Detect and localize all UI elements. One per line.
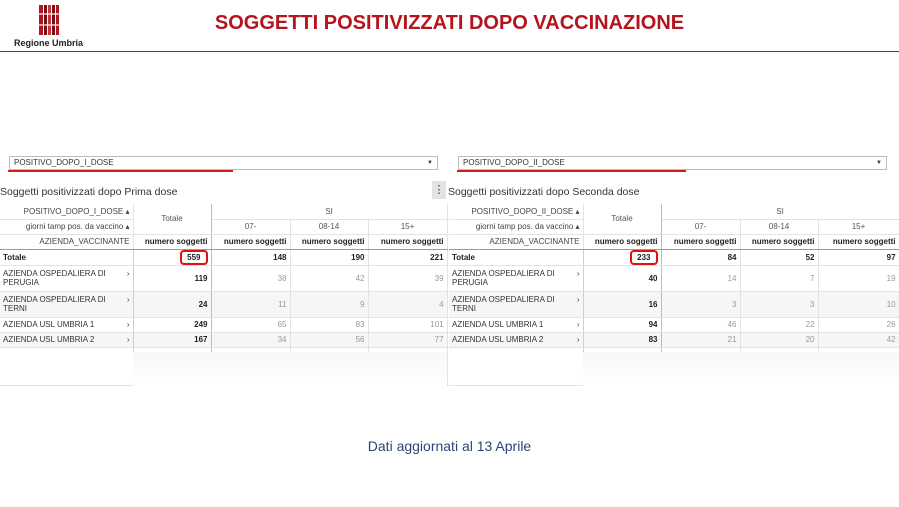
expand-chevron-icon[interactable]: › <box>126 335 130 344</box>
highlight-box: 233 <box>630 250 657 265</box>
value-cell: 9 <box>290 291 368 317</box>
bin-header: 15+ <box>818 219 899 234</box>
panel-title-second-dose: Soggetti positivizzati dopo Seconda dose <box>448 186 640 198</box>
bin-header: 07- <box>211 219 290 234</box>
value-cell: 221 <box>368 249 447 265</box>
row-label: AZIENDA OSPEDALIERA DI TERNI <box>3 295 106 313</box>
table-row[interactable] <box>449 265 899 291</box>
measure-header: numero soggetti <box>211 234 290 249</box>
filter-dropdown-value: POSITIVO_DOPO_II_DOSE <box>463 158 565 167</box>
measure-header: numero soggetti <box>818 234 899 249</box>
total-cell: 167 <box>133 332 211 347</box>
value-cell: 46 <box>661 317 740 332</box>
measure-header: numero soggetti <box>740 234 818 249</box>
total-cell: 249 <box>133 317 211 332</box>
total-cell: 24 <box>133 291 211 317</box>
value-cell: 83 <box>290 317 368 332</box>
column-field-header[interactable]: giorni tamp pos. da vaccino ▴ <box>0 219 133 234</box>
brand-name: Regione Umbria <box>14 38 84 48</box>
table-row[interactable] <box>0 332 447 347</box>
value-cell: 39 <box>368 265 447 291</box>
highlight-box: 559 <box>180 250 207 265</box>
row-label-cell[interactable] <box>0 265 133 291</box>
expand-chevron-icon[interactable]: › <box>126 269 130 278</box>
table-row[interactable] <box>449 291 899 317</box>
filter-dropdown-first-dose[interactable] <box>9 156 438 170</box>
value-cell: 148 <box>211 249 290 265</box>
totale-column-header: Totale <box>583 204 661 234</box>
value-cell: 11 <box>211 291 290 317</box>
value-cell: 7 <box>740 265 818 291</box>
row-label-cell[interactable] <box>449 332 583 347</box>
value-cell: 22 <box>740 317 818 332</box>
column-field-header[interactable]: POSITIVO_DOPO_II_DOSE ▴ <box>449 204 583 219</box>
row-label: Totale <box>0 249 133 265</box>
value-cell: 38 <box>211 265 290 291</box>
row-label: AZIENDA OSPEDALIERA DI PERUGIA <box>3 269 106 287</box>
value-cell: 4 <box>368 291 447 317</box>
totale-column-header: Totale <box>133 204 211 234</box>
total-cell-highlighted <box>583 249 661 265</box>
row-label-cell[interactable] <box>0 291 133 317</box>
dropdown-arrow-icon: ▼ <box>427 160 433 166</box>
value-cell: 65 <box>211 317 290 332</box>
row-label: AZIENDA OSPEDALIERA DI TERNI <box>452 295 555 313</box>
measure-header: numero soggetti <box>583 234 661 249</box>
measure-header: numero soggetti <box>661 234 740 249</box>
column-field-header[interactable]: POSITIVO_DOPO_I_DOSE ▴ <box>0 204 133 219</box>
update-note: Dati aggiornati al 13 Aprile <box>367 438 532 454</box>
red-underline-annotation <box>8 170 233 172</box>
value-cell: 101 <box>368 317 447 332</box>
dropdown-arrow-icon: ▼ <box>876 160 882 166</box>
table-row[interactable] <box>0 317 447 332</box>
value-cell: 34 <box>211 332 290 347</box>
panel-title-first-dose: Soggetti positivizzati dopo Prima dose <box>0 186 178 198</box>
value-cell: 3 <box>661 291 740 317</box>
scroll-fade <box>583 352 899 386</box>
value-cell: 42 <box>818 332 899 347</box>
value-cell: 20 <box>740 332 818 347</box>
empty-cell <box>0 347 133 385</box>
table-row-total <box>449 249 899 265</box>
total-cell-highlighted <box>133 249 211 265</box>
empty-cell <box>449 347 583 385</box>
value-cell: 52 <box>740 249 818 265</box>
filter-dropdown-value: POSITIVO_DOPO_I_DOSE <box>14 158 114 167</box>
row-label-cell[interactable] <box>449 291 583 317</box>
expand-chevron-icon[interactable]: › <box>576 295 580 304</box>
value-cell: 10 <box>818 291 899 317</box>
red-underline-annotation <box>457 170 686 172</box>
bin-header: 15+ <box>368 219 447 234</box>
total-cell: 83 <box>583 332 661 347</box>
total-cell: 16 <box>583 291 661 317</box>
row-label-cell[interactable] <box>449 265 583 291</box>
row-field-header[interactable]: AZIENDA_VACCINANTE <box>0 234 133 249</box>
total-cell: 94 <box>583 317 661 332</box>
value-cell: 14 <box>661 265 740 291</box>
si-column-header: SI <box>211 204 447 219</box>
row-label-cell[interactable] <box>449 317 583 332</box>
total-cell: 119 <box>133 265 211 291</box>
table-row[interactable] <box>0 291 447 317</box>
filter-dropdown-second-dose[interactable] <box>458 156 887 170</box>
expand-chevron-icon[interactable]: › <box>576 335 580 344</box>
expand-chevron-icon[interactable]: › <box>576 320 580 329</box>
table-row[interactable] <box>0 265 447 291</box>
value-cell: 77 <box>368 332 447 347</box>
value-cell: 190 <box>290 249 368 265</box>
table-row[interactable] <box>449 317 899 332</box>
table-row[interactable] <box>449 332 899 347</box>
measure-header: numero soggetti <box>368 234 447 249</box>
value-cell: 97 <box>818 249 899 265</box>
row-label: AZIENDA USL UMBRIA 2 <box>3 335 95 344</box>
total-cell: 40 <box>583 265 661 291</box>
table-row-total <box>0 249 447 265</box>
value-cell: 3 <box>740 291 818 317</box>
more-options-icon[interactable]: ⋮ <box>432 181 446 199</box>
value-cell: 21 <box>661 332 740 347</box>
row-label: Totale <box>449 249 583 265</box>
expand-chevron-icon[interactable]: › <box>576 269 580 278</box>
si-column-header: SI <box>661 204 899 219</box>
expand-chevron-icon[interactable]: › <box>126 295 130 304</box>
bin-header: 08-14 <box>290 219 368 234</box>
row-label: AZIENDA USL UMBRIA 1 <box>3 320 95 329</box>
measure-header: numero soggetti <box>133 234 211 249</box>
row-label: AZIENDA USL UMBRIA 2 <box>452 335 544 344</box>
page-title: SOGGETTI POSITIVIZZATI DOPO VACCINAZIONE <box>214 12 685 34</box>
expand-chevron-icon[interactable]: › <box>126 320 130 329</box>
value-cell: 26 <box>818 317 899 332</box>
value-cell: 56 <box>290 332 368 347</box>
value-cell: 19 <box>818 265 899 291</box>
value-cell: 84 <box>661 249 740 265</box>
value-cell: 42 <box>290 265 368 291</box>
column-field-header[interactable]: giorni tamp pos. da vaccino ▴ <box>449 219 583 234</box>
row-label: AZIENDA USL UMBRIA 1 <box>452 320 544 329</box>
row-field-header[interactable]: AZIENDA_VACCINANTE <box>449 234 583 249</box>
bin-header: 07- <box>661 219 740 234</box>
scroll-fade <box>133 352 447 386</box>
bin-header: 08-14 <box>740 219 818 234</box>
title-divider <box>0 51 899 52</box>
row-label: AZIENDA OSPEDALIERA DI PERUGIA <box>452 269 555 287</box>
row-label-cell[interactable] <box>0 332 133 347</box>
measure-header: numero soggetti <box>290 234 368 249</box>
row-label-cell[interactable] <box>0 317 133 332</box>
